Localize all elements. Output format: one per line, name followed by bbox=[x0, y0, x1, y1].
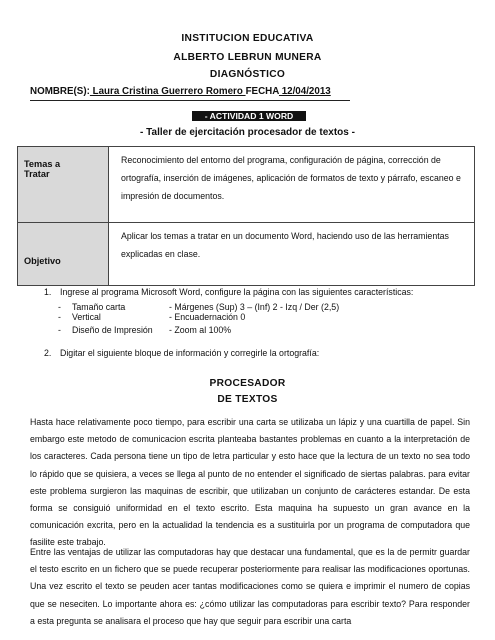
setting-dash: - bbox=[58, 312, 61, 322]
date-value: 12/04/2013 bbox=[278, 86, 331, 97]
activity-subtitle: - Taller de ejercitación procesador de textos - bbox=[140, 127, 355, 138]
section-title: PROCESADOR bbox=[209, 378, 286, 389]
row-label-line: Tratar bbox=[24, 169, 50, 179]
body-paragraph: Hasta hace relativamente poco tiempo, para escribir una carta se utilizaba un lápiz y una cuartilla de papel. Sin embargo este metodo de comunicacion escrita planteaba bastantes problemas en cuanto a la interpretación de los caracteres. Cada persona tiene un tipo de letra particular y esto hace que la lectura de un texto no sea todo lo rápido que se quisiera, a veces se llega al punto de no entender el significado de siertas palabras. para evitar este problema surgieron las maquinas de escribir, que utilizaban un conjunto de carácteres estandar. De esta forma se consiguió uniformidad en el texto escrito. Esta maquina ha supuesto un gran avance en la comunicación excrita, pero en la actualidad la tendencia es a sustituirla por un programa de computadora que fasilite este trabajo. bbox=[30, 417, 470, 548]
body-paragraph: Entre las ventajas de utilizar las computadoras hay que destacar una fundamental, que es la de permitr guardar el testo escrito en un fichero que se puede recuperar posteriormente para realisar las modificaciones oportunas. Una vez escrito el texto se peuden acer tantas modificaciones como se quiera e imprimir el numero de copias que se neseciten. Lo importante ahora es: ¿cómo utilizar las computadoras para escribir texto? Para responder a esta pregunta se analisara el proceso que hay que seguir para escribir una carta bbox=[30, 547, 470, 626]
list-item bbox=[40, 287, 480, 297]
setting-left: Vertical bbox=[72, 312, 101, 322]
setting-row bbox=[58, 302, 339, 312]
setting-row bbox=[58, 325, 231, 335]
setting-right: - Zoom al 100% bbox=[169, 325, 232, 335]
list-number: 1. bbox=[44, 287, 52, 297]
setting-dash: - bbox=[58, 325, 61, 335]
instruction-list bbox=[40, 287, 480, 297]
row-label-line: Objetivo bbox=[24, 256, 61, 266]
list-text: Ingrese al programa Microsoft Word, configure la página con las siguientes características: bbox=[60, 287, 414, 297]
setting-dash: - bbox=[58, 302, 61, 312]
activity-banner: - ACTIVIDAD 1 WORD bbox=[192, 111, 306, 121]
name-label: NOMBRE(S): bbox=[30, 86, 90, 97]
table-row bbox=[18, 147, 475, 223]
table-row bbox=[18, 223, 475, 286]
name-value: Laura Cristina Guerrero Romero bbox=[89, 86, 246, 97]
row-text-cell: Aplicar los temas a tratar en un documento Word, haciendo uso de las herramientas explicadas en clase. bbox=[109, 223, 475, 286]
list-number: 2. bbox=[44, 348, 52, 358]
row-text-cell: Reconocimiento del entorno del programa, configuración de página, corrección de ortografía, inserción de imágenes, aplicación de formatos de texto y párrafo, escaneo e impresión de documentos. bbox=[109, 147, 475, 223]
setting-left: Diseño de Impresión bbox=[72, 325, 153, 335]
setting-right: - Encuadernación 0 bbox=[169, 312, 246, 322]
row-label-cell bbox=[18, 223, 109, 286]
setting-row bbox=[58, 312, 245, 322]
setting-left: Tamaño carta bbox=[72, 302, 126, 312]
topics-table bbox=[17, 146, 475, 286]
document-title: DIAGNÓSTICO bbox=[209, 69, 286, 80]
setting-right: - Márgenes (Sup) 3 – (Inf) 2 - Izq / Der (2,5) bbox=[169, 302, 340, 312]
school-heading: ALBERTO LEBRUN MUNERA bbox=[173, 52, 322, 63]
row-label-cell bbox=[18, 147, 109, 223]
section-title: DE TEXTOS bbox=[217, 394, 278, 405]
instruction-list bbox=[40, 348, 480, 358]
list-item bbox=[40, 348, 480, 358]
list-text: Digitar el siguiente bloque de información y corregirle la ortografía: bbox=[60, 348, 320, 358]
date-label: FECHA bbox=[245, 86, 279, 97]
student-info-line bbox=[30, 86, 350, 101]
institution-heading: INSTITUCION EDUCATIVA bbox=[181, 33, 314, 44]
row-label-line: Temas a bbox=[24, 159, 61, 169]
